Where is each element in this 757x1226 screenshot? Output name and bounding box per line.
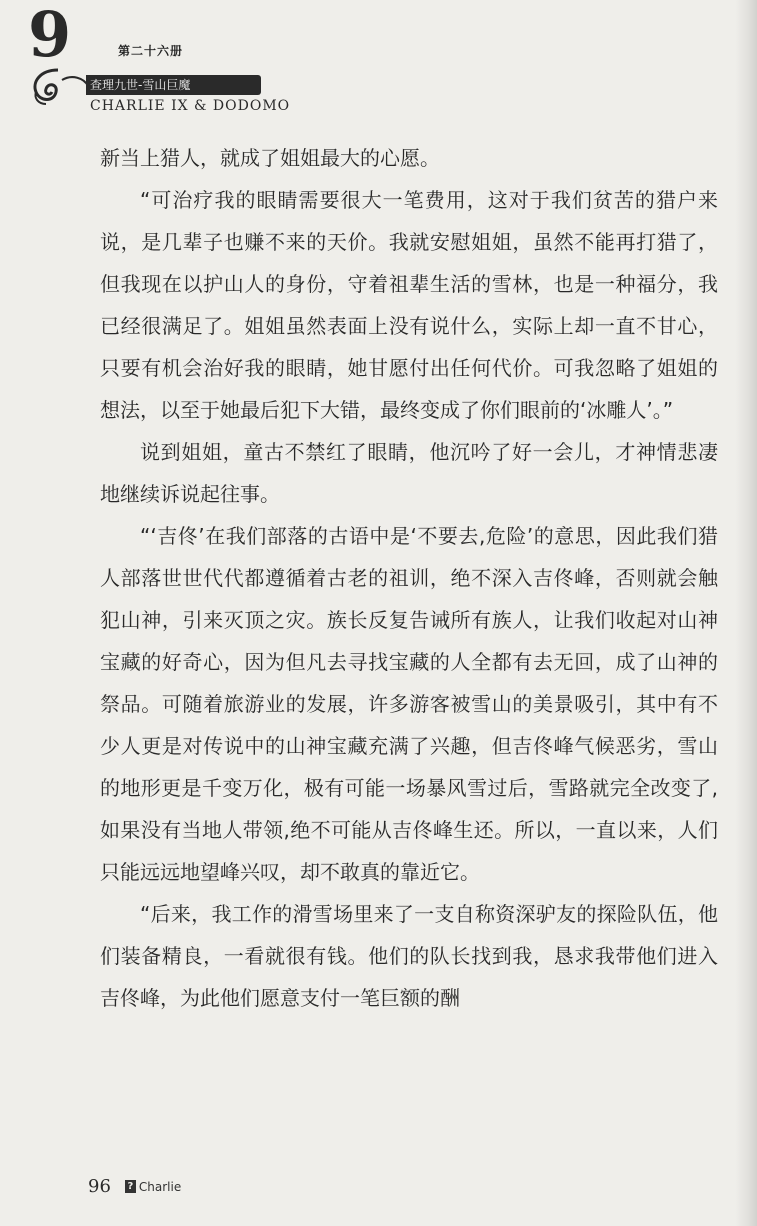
page-number: 96 <box>88 1176 111 1197</box>
volume-label: 第二十六册 <box>118 44 184 58</box>
book-title: 查理九世-雪山巨魔 <box>86 75 261 95</box>
chapter-number: 9 <box>28 0 72 71</box>
brand-logo <box>125 1180 181 1194</box>
paragraph: “可治疗我的眼睛需要很大一笔费用，这对于我们贫苦的猎户来说，是几辈子也赚不来的天价。我就安慰姐姐，虽然不能再打猎了，但我现在以护山人的身份，守着祖辈生活的雪林，也是一种福分，我已经很满足了。姐姐虽然表面上没有说什么，实际上却一直不甘心，只要有机会治好我的眼睛，她甘愿付出任何代价。可我忽略了姐姐的想法，以至于她最后犯下大错，最终变成了你们眼前的‘冰雕人’。” <box>100 188 718 422</box>
series-name: CHARLIE IX & DODOMO <box>90 98 291 114</box>
running-header <box>28 0 328 122</box>
paragraph: “后来，我工作的滑雪场里来了一支自称资深驴友的探险队伍，他们装备精良，一看就很有钱。他们的队长找到我，恳求我带他们进入吉佟峰，为此他们愿意支付一笔巨额的酬 <box>100 902 718 1010</box>
page-edge-shadow <box>735 0 757 1226</box>
brand-mark-icon: ? <box>125 1180 136 1193</box>
paragraph: “‘吉佟’在我们部落的古语中是‘不要去,危险’的意思，因此我们猎人部落世世代代都遵循着古老的祖训，绝不深入吉佟峰，否则就会触犯山神，引来灭顶之灾。族长反复告诫所有族人，让我们收起对山神宝藏的好奇心，因为但凡去寻找宝藏的人全都有去无回，成了山神的祭品。可随着旅游业的发展，许多游客被雪山的美景吸引，其中有不少人更是对传说中的山神宝藏充满了兴趣，但吉佟峰气候恶劣，雪山的地形更是千变万化，极有可能一场暴风雪过后，雪路就完全改变了,如果没有当地人带领,绝不可能从吉佟峰生还。所以，一直以来，人们只能远远地望峰兴叹，却不敢真的靠近它。 <box>100 524 718 884</box>
paragraph: 新当上猎人，就成了姐姐最大的心愿。 <box>100 146 440 170</box>
body-text <box>100 137 718 1019</box>
paragraph: 说到姐姐，童古不禁红了眼睛，他沉吟了好一会儿，才神情悲凄地继续诉说起往事。 <box>100 440 718 506</box>
brand-name: Charlie <box>138 1179 182 1194</box>
page-footer <box>88 1176 181 1197</box>
